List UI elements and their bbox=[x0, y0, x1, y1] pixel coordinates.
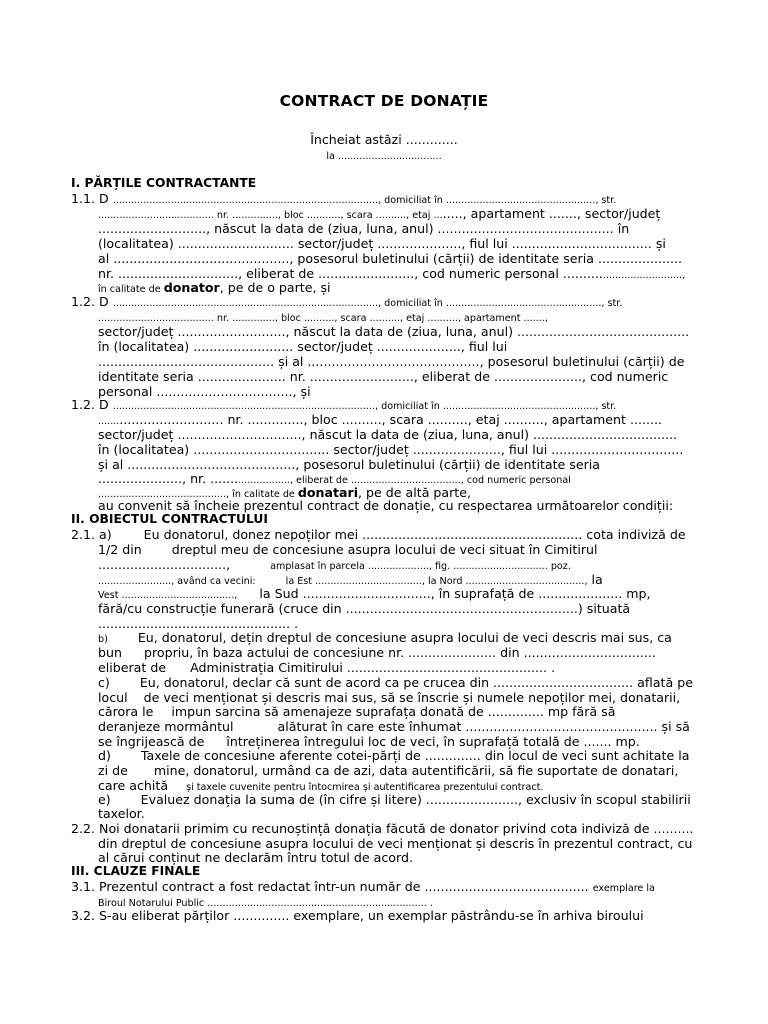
clause-2-1-a-line-7: ................................................ . bbox=[98, 616, 299, 631]
party-1-line-4: (localitatea) ............................. sector/județ ....................., fiul lui ................................... și bbox=[98, 236, 666, 251]
section-1-heading: I. PĂRȚILE CONTRACTANTE bbox=[71, 176, 257, 190]
party-2-line-4: în (localitatea) ......................... sector/județ ....................., fiul lui bbox=[98, 339, 508, 354]
party-3-line-3: sector/județ ..............................., născut la data de (ziua, luna, anul) .................................... bbox=[98, 427, 678, 442]
party-1-line-1: 1.1. D ......................................................................................., domiciliat în ................................................., str. bbox=[71, 191, 617, 206]
clause-2-1-e-line-1: e) Evaluez donația la suma de (în cifre și litere) ......................., exclusiv în scopul stabilirii bbox=[98, 792, 691, 807]
clause-3-1-line-1: 3.1. Prezentul contract a fost redactat într-un număr de ......................................... exemplare la bbox=[71, 879, 655, 894]
clause-2-1-a-line-3: ................................, amplasat în parcela ...................., fig. ............................... poz. bbox=[98, 557, 571, 572]
party-3-line-7: .........................................., în calitate de donatari, pe de altă parte, bbox=[98, 485, 471, 500]
party-2-line-5: ............................................ și al ..........................................., posesorul buletinului (cărții) de bbox=[98, 354, 685, 369]
section-2-heading: II. OBIECTUL CONTRACTULUI bbox=[71, 512, 268, 526]
clause-2-1-a-line-1: 2.1. a) Eu donatorul, donez nepoților mei ....................................................... cota indiviză de bbox=[71, 527, 686, 542]
concluded-place-line: la .................................. bbox=[326, 151, 442, 162]
party-3-line-1: 1.2. D ......................................................................................, domiciliat în .................................................., str. bbox=[71, 397, 617, 412]
party-3-line-2: ................................. nr. .............., bloc .........., scara .........., etaj .........., apartament ........ bbox=[98, 412, 662, 427]
party-1-line-7: în calitate de donator, pe de o parte, și bbox=[98, 280, 331, 295]
clause-2-1-c-line-3: cărora le impun sarcina să amenajeze suprafața donată de .............. mp fără să bbox=[98, 704, 616, 719]
clause-2-1-a-line-5: Vest ....................................., la Sud ................................, în suprafață de ..................... mp, bbox=[98, 586, 651, 601]
party-1-line-3: ..........................., născut la data de (ziua, luna, anul) ............................................ în bbox=[98, 221, 630, 236]
clause-2-1-c-line-1: c) Eu, donatorul, declar că sunt de acord ca pe crucea din ................................... aflată pe bbox=[98, 675, 693, 690]
concluded-date-line: Încheiat astăzi ............. bbox=[310, 132, 458, 147]
clause-2-1-a-line-4: ........................, având ca vecini: la Est ..................................., la Nord ......................................., la bbox=[98, 572, 603, 587]
document-title: CONTRACT DE DONAȚIE bbox=[279, 92, 489, 110]
clause-2-1-a-line-6: fără/cu construcție funerară (cruce din ..........................................................) situată bbox=[98, 601, 631, 616]
clause-2-1-a-line-2: 1/2 din dreptul meu de concesiune asupra locului de veci situat în Cimitirul bbox=[98, 542, 598, 557]
party-3-line-4: în (localitatea) .................................. sector/județ ......................, fiul lui ................................. bbox=[98, 442, 684, 457]
party-3-line-6: ....................., nr. ........................, eliberat de ...................................., cod numeric personal bbox=[98, 471, 571, 486]
party-1-line-6: nr. .............................., eliberat de ........................, cod numeric personal ...................................., bbox=[98, 266, 686, 281]
clause-2-1-d-line-3: care achită și taxele cuvenite pentru întocmirea și autentificarea prezentului contract. bbox=[98, 778, 544, 793]
party-2-line-1: 1.2. D ......................................................................................., domiciliat în ..................................................., str. bbox=[71, 294, 623, 309]
donor-role: donator bbox=[163, 280, 220, 295]
clause-2-1-c-line-4: deranjeze mormântul alăturat în care este înhumat ................................................ și să bbox=[98, 719, 690, 734]
party-2-line-6: identitate seria ...................... nr. .........................., eliberat de ......................, cod numeric bbox=[98, 369, 669, 384]
party-2-line-3: sector/județ ..........................., născut la data de (ziua, luna, anul) ........................................... bbox=[98, 324, 690, 339]
clause-2-1-b-line-1: b) Eu, donatorul, dețin dreptul de concesiune asupra locului de veci descris mai sus, ca bbox=[98, 630, 672, 645]
clause-2-1-e-line-2: taxelor. bbox=[98, 806, 145, 821]
clause-2-1-c-line-2: locul de veci menționat și descris mai sus, să se înscrie și numele nepoților mei, donatarii, bbox=[98, 690, 681, 705]
clause-2-2-line-3: al cărui conținut ne declarăm întru totul de acord. bbox=[98, 850, 413, 865]
clause-2-1-d-line-1: d) Taxele de concesiune aferente cotei-părți de .............. din locul de veci sunt achitate la bbox=[98, 748, 690, 763]
donees-role: donatari bbox=[297, 485, 359, 500]
party-3-line-5: și al .........................................., posesorul buletinului (cărții) de identitate seria bbox=[98, 457, 601, 472]
clause-2-1-d-line-2: zi de mine, donatorul, urmând ca de azi, data autentificării, să fie suportate de donatari, bbox=[98, 763, 679, 778]
clause-3-2-line-1: 3.2. S-au eliberat părților .............. exemplare, un exemplar păstrându-se în arhiva biroului bbox=[71, 908, 644, 923]
party-1-line-5: al ............................................, posesorul buletinului (cărții) de identitate seria ..................... bbox=[98, 251, 683, 266]
clause-2-2-line-2: din dreptul de concesiune asupra locului de veci menționat și descris în prezentul contract, cu bbox=[98, 836, 693, 851]
clause-2-2-line-1: 2.2. Noi donatarii primim cu recunoștință donația făcută de donator privind cota indiviză de .......... bbox=[71, 821, 694, 836]
clause-2-1-b-line-3: eliberat de Administrația Cimitirului .................................................. . bbox=[98, 660, 556, 675]
party-1-line-2: ...................................... nr. ..............., bloc ..........., scara .........., etaj ........, apartament ......., sector/județ bbox=[98, 206, 661, 221]
agreement-line: au convenit să încheie prezentul contract de donație, cu respectarea următoarelor condiții: bbox=[98, 498, 674, 513]
section-3-heading: III. CLAUZE FINALE bbox=[71, 864, 201, 878]
clause-3-1-line-2: Biroul Notarului Public ........................................................................ . bbox=[98, 898, 433, 909]
clause-2-1-c-line-5: se îngrijească de întreținerea întregului loc de veci, în suprafață totală de ....... mp. bbox=[98, 734, 640, 749]
clause-2-1-b-line-2: bun propriu, în baza actului de concesiune nr. ...................... din ................................. bbox=[98, 645, 656, 660]
party-2-line-2: ...................................... nr. .............., bloc .........., scara .........., etaj .........., apartament ......., bbox=[98, 313, 548, 324]
party-2-line-7: personal .................................., și bbox=[98, 384, 311, 399]
